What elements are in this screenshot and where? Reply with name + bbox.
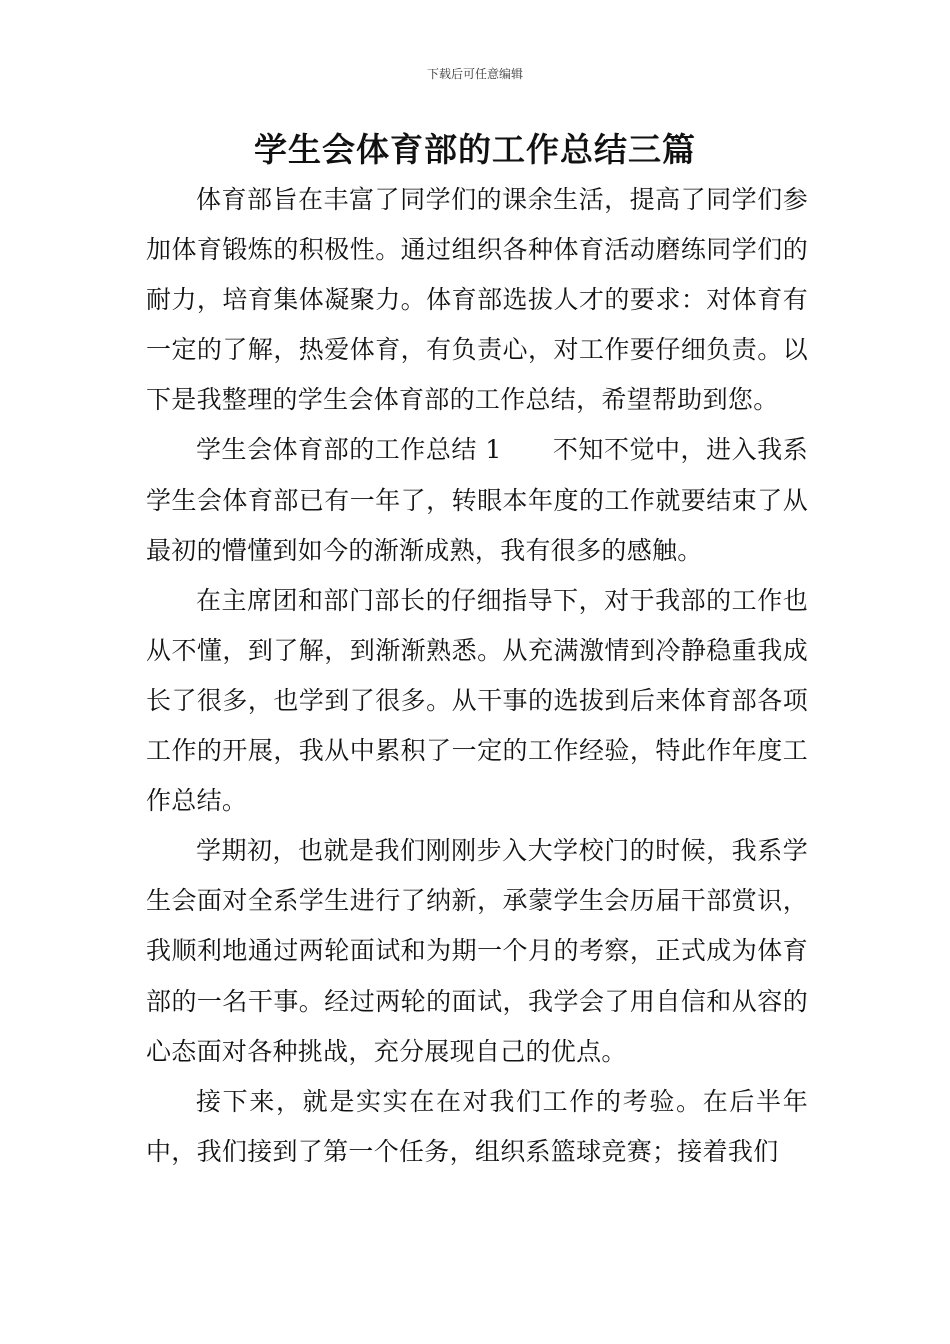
paragraph-intro: 体育部旨在丰富了同学们的课余生活，提高了同学们参加体育锻炼的积极性。通过组织各种体育活动磨练同学们的耐力，培育集体凝聚力。体育部选拔人才的要求：对体育有一定的了解，热爱体育，有负责心，对工作要仔细负责。以下是我整理的学生会体育部的工作总结，希望帮助到您。 <box>146 185 808 415</box>
document-title: 学生会体育部的工作总结三篇 <box>254 130 696 169</box>
paragraph-next-task: 接下来，就是实实在在对我们工作的考验。在后半年中，我们接到了第一个任务，组织系篮球竞赛；接着我们 <box>146 1086 808 1166</box>
paragraph-semester-start: 学期初，也就是我们刚刚步入大学校门的时候，我系学生会面对全系学生进行了纳新，承蒙学生会历届干部赏识，我顺利地通过两轮面试和为期一个月的考察，正式成为体育部的一名干事。经过两轮的面试，我学会了用自信和从容的心态面对各种挑战，充分展现自己的优点。 <box>146 836 808 1066</box>
page-header: 下载后可任意编辑 <box>426 67 523 81</box>
paragraph-guidance: 在主席团和部门部长的仔细指导下，对于我部的工作也从不懂，到了解，到渐渐熟悉。从充满激情到冷静稳重我成长了很多，也学到了很多。从干事的选拔到后来体育部各项工作的开展，我从中累积了一定的工作经验，特此作年度工作总结。 <box>146 585 808 816</box>
document-body <box>146 175 808 1177</box>
paragraph-summary-1: 学生会体育部的工作总结 1 不知不觉中，进入我系学生会体育部已有一年了，转眼本年度的工作就要结束了从最初的懵懂到如今的渐渐成熟，我有很多的感触。 <box>146 435 808 565</box>
